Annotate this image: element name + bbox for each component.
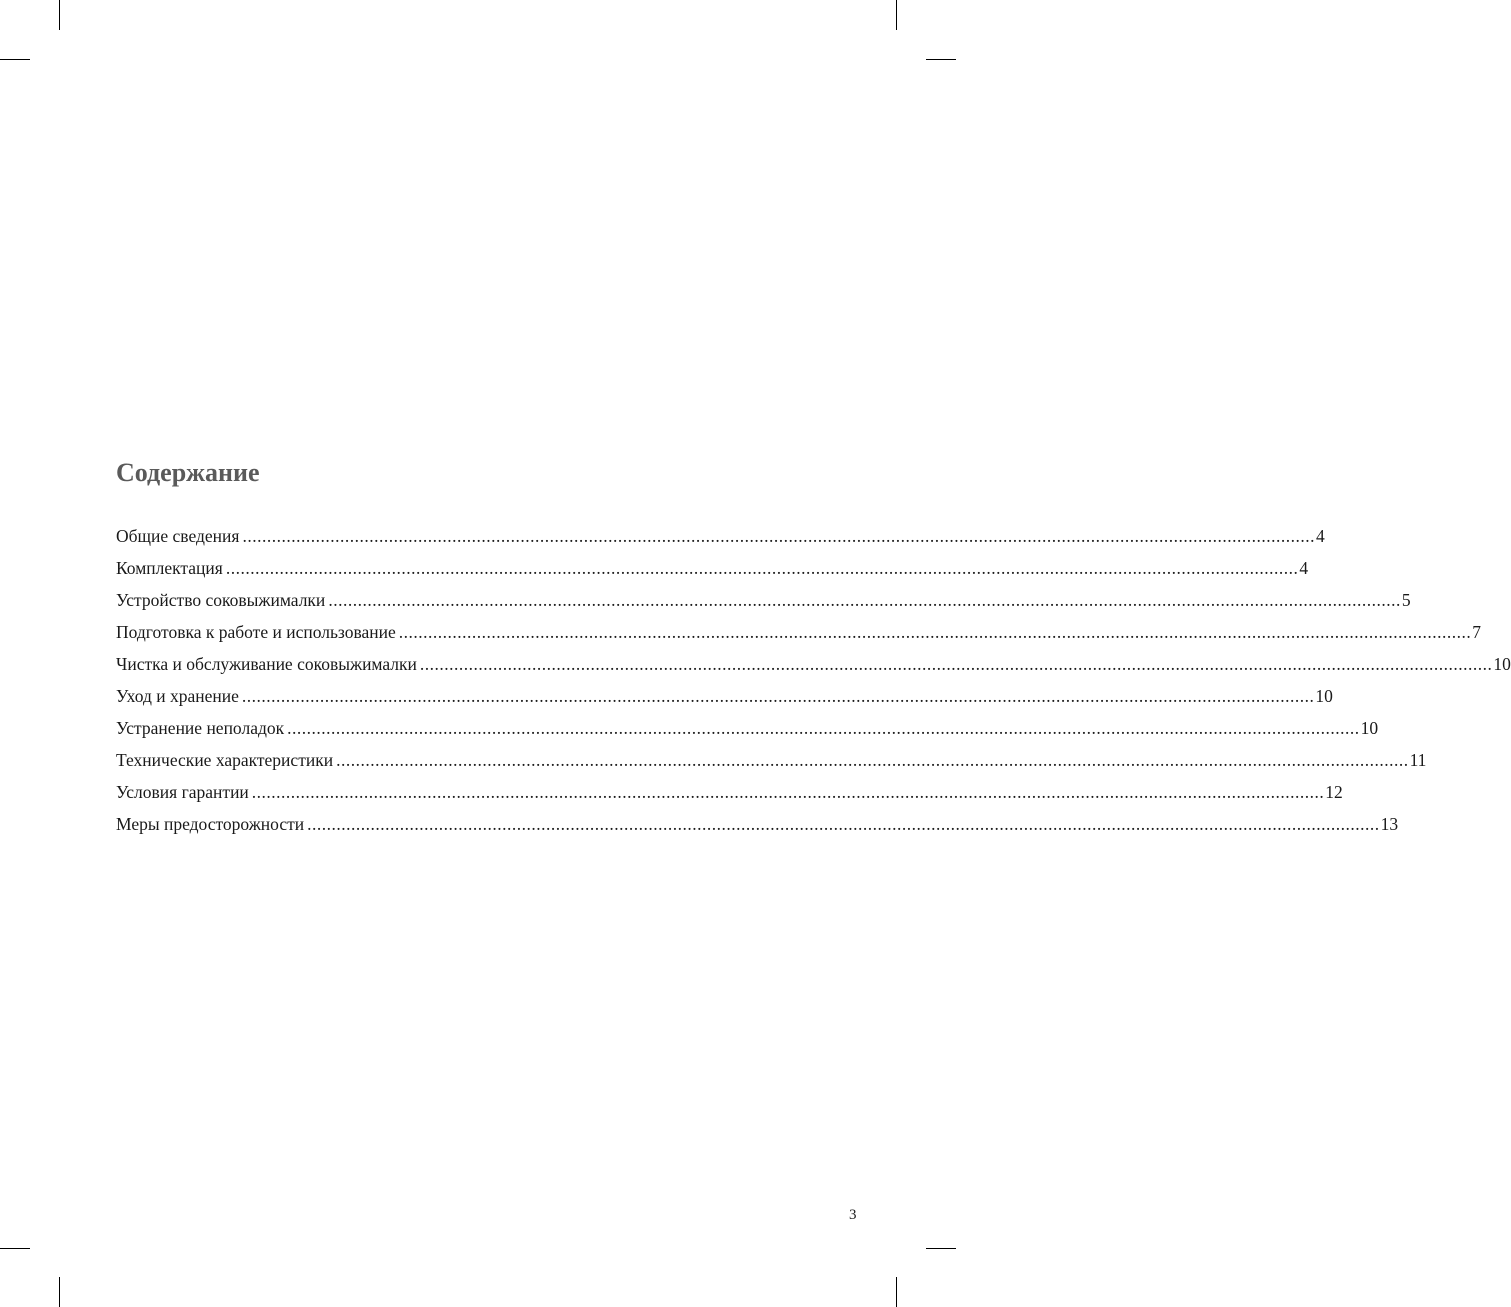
toc-dot-leader: ............................................................................................................................................................................................................................: [328, 590, 1401, 610]
toc-entry-page: 12: [1325, 782, 1343, 802]
toc-entry-label: Чистка и обслуживание соковыжималки: [116, 654, 417, 674]
toc-entry-label: Подготовка к работе и использование: [116, 622, 396, 642]
toc-entry-page: 11: [1409, 750, 1427, 770]
toc-entry-label: Технические характеристики: [116, 750, 334, 770]
page-number: 3: [849, 1207, 857, 1223]
toc-entry-label: Устранение неполадок: [116, 718, 285, 738]
toc-entry-page: 10: [1315, 686, 1333, 706]
toc-entry[interactable]: [116, 715, 1379, 747]
toc-title: Содержание: [116, 458, 260, 487]
toc-entry-page: 5: [1401, 590, 1411, 610]
crop-mark-top-right-horizontal: [926, 59, 956, 60]
toc-entry[interactable]: [116, 747, 1427, 779]
toc-entry-page: 7: [1472, 622, 1482, 642]
toc-entry[interactable]: [116, 619, 1482, 651]
toc-entry-label: Меры предосторожности: [116, 814, 305, 834]
toc-dot-leader: ............................................................................................................................................................................................................................: [287, 718, 1360, 738]
toc-entry-label: Комплектация: [116, 558, 223, 578]
toc-entry[interactable]: [116, 523, 1325, 555]
toc-entry-page: 4: [1315, 526, 1325, 546]
toc-dot-leader: ............................................................................................................................................................................................................................: [225, 558, 1299, 578]
crop-mark-bottom-right-vertical: [896, 1277, 897, 1307]
crop-mark-top-left-vertical: [59, 0, 60, 30]
toc-entry-page: 4: [1299, 558, 1309, 578]
toc-entry-page: 13: [1380, 814, 1399, 834]
crop-mark-bottom-left-vertical: [59, 1277, 60, 1307]
toc-entry[interactable]: [116, 779, 1343, 811]
toc-dot-leader: ............................................................................................................................................................................................................................: [241, 686, 1315, 706]
toc-dot-leader: ............................................................................................................................................................................................................................: [398, 622, 1472, 642]
toc-dot-leader: ............................................................................................................................................................................................................................: [307, 814, 1380, 834]
toc-dot-leader: ............................................................................................................................................................................................................................: [419, 654, 1493, 674]
toc-dot-leader: ............................................................................................................................................................................................................................: [251, 782, 1325, 802]
toc-dot-leader: ............................................................................................................................................................................................................................: [336, 750, 1409, 770]
crop-mark-bottom-right-horizontal: [926, 1248, 956, 1249]
toc-entry[interactable]: [116, 651, 1511, 683]
toc-entry[interactable]: [116, 811, 1399, 843]
table-of-contents: [116, 523, 1511, 843]
toc-entry-label: Устройство соковыжималки: [116, 590, 326, 610]
crop-mark-top-left-horizontal: [0, 59, 30, 60]
toc-entry-page: 10: [1360, 718, 1379, 738]
toc-entry-label: Общие сведения: [116, 526, 240, 546]
toc-entry[interactable]: [116, 683, 1333, 715]
toc-entry-page: 10: [1493, 654, 1511, 674]
toc-entry[interactable]: [116, 555, 1309, 587]
crop-mark-top-right-vertical: [896, 0, 897, 30]
toc-entry[interactable]: [116, 587, 1411, 619]
toc-entry-label: Условия гарантии: [116, 782, 249, 802]
crop-mark-bottom-left-horizontal: [0, 1248, 30, 1249]
toc-entry-label: Уход и хранение: [116, 686, 239, 706]
toc-dot-leader: ............................................................................................................................................................................................................................: [242, 526, 1315, 546]
